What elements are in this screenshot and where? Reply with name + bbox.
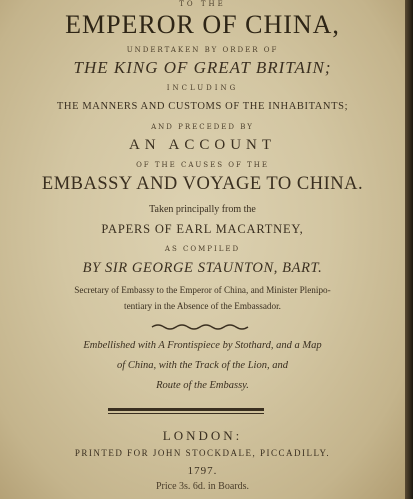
to-the-text: TO THE <box>179 0 226 8</box>
emperor-heading: EMPEROR OF CHINA, <box>65 10 340 39</box>
secretary-line-2: tentiary in the Absence of the Embassador. <box>124 301 281 311</box>
imprint-city: LONDON: <box>162 428 243 443</box>
compiled-text: AS COMPILED <box>164 245 241 253</box>
imprint-year: 1797. <box>187 465 218 477</box>
preceded-text: AND PRECEDED BY <box>151 123 254 131</box>
manners-text: THE MANNERS AND CUSTOMS OF THE INHABITANTS; <box>56 101 349 112</box>
including-text: INCLUDING <box>166 84 239 92</box>
embassy-heading: EMBASSY AND VOYAGE TO CHINA. <box>41 174 364 194</box>
taken-text: Taken principally from the <box>149 204 256 215</box>
imprint-printer: PRINTED FOR JOHN STOCKDALE, PICCADILLY. <box>74 448 331 458</box>
embellished-line-1: Embellished with A Frontispiece by Stothard, and a Map <box>83 340 322 351</box>
secretary-line-1: Secretary of Embassy to the Emperor of China, and Minister Plenipo- <box>74 285 331 295</box>
ornament-divider <box>150 323 250 331</box>
causes-text: OF THE CAUSES OF THE <box>136 161 269 169</box>
double-rule-thick <box>108 408 264 411</box>
king-heading: THE KING OF GREAT BRITAIN; <box>73 58 332 77</box>
price-text: Price 3s. 6d. in Boards. <box>155 481 250 492</box>
double-rule-thin <box>108 413 264 414</box>
papers-heading: PAPERS OF EARL MACARTNEY, <box>101 222 304 236</box>
embellished-line-3: Route of the Embassy. <box>156 380 249 391</box>
embellished-line-2: of China, with the Track of the Lion, and <box>117 360 288 371</box>
account-heading: AN ACCOUNT <box>128 137 277 153</box>
author-heading: BY SIR GEORGE STAUNTON, BART. <box>82 260 323 276</box>
undertaken-text: UNDERTAKEN BY ORDER OF <box>126 46 279 54</box>
book-spine-edge <box>405 0 413 499</box>
